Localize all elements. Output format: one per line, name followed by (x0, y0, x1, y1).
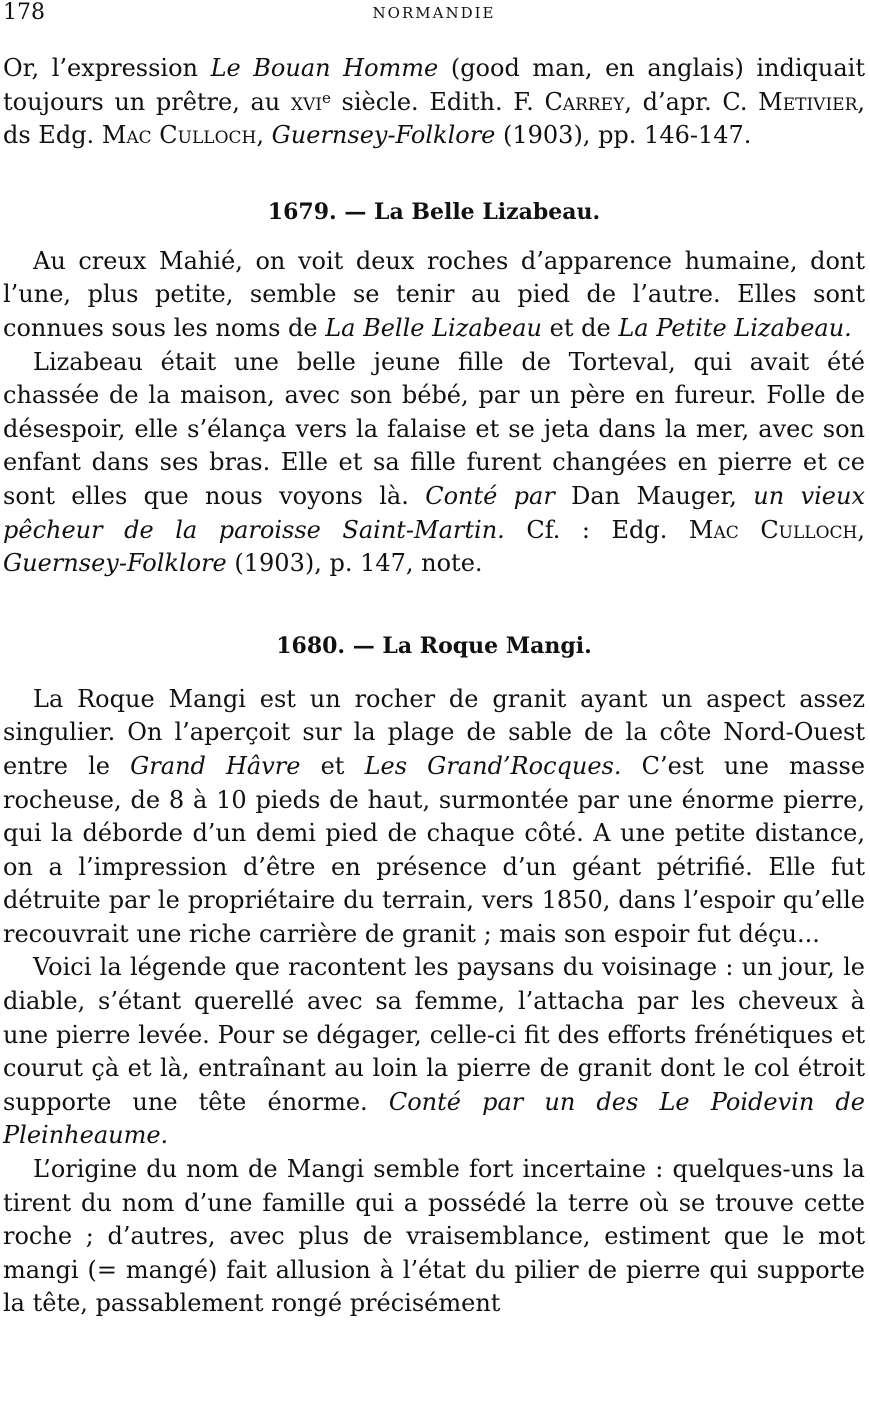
book-page (3, 0, 865, 1321)
section-heading-1679: 1679. — La Belle Lizabeau. (267, 198, 601, 225)
running-title: NORMANDIE (372, 4, 496, 22)
page-number: 178 (3, 0, 45, 25)
paragraph-1679-2: Lizabeau était une belle jeune fille de Torteval, qui avait été chassée de la maison, avec son bébé, par un père en fureur. Folle de désespoir, elle s’élança vers la falaise et se jeta dans la mer, avec son enfant dans ses bras. Elle et sa fille furent changées en pierre et ce sont elles que nous voyons là. Conté par Dan Mauger, un vieux pêcheur de la paroisse Saint-Martin. Cf. : Edg. Mac Culloch, Guernsey-Folklore (1903), p. 147, note. (3, 347, 865, 578)
intro-paragraph: Or, l’expression Le Bouan Homme (good man, en anglais) indiquait toujours un prêtre, au xvi$^e$ siècle. Edith. F. Carrey, d’apr. C. Metivier, ds Edg. Mac Culloch, Guernsey-Folklore (1903), pp. 146-147. (3, 54, 866, 150)
page-header (3, 0, 865, 30)
paragraph-1679-1: Au creux Mahié, on voit deux roches d’apparence humaine, dont l’une, plus petite, semble se tenir au pied de l’autre. Elles sont connues sous les noms de La Belle Lizabeau et de La Petite Lizabeau. (3, 246, 865, 342)
paragraph-1680-3: L’origine du nom de Mangi semble fort incertaine : quelques-uns la tirent du nom d’une famille qui a possédé la terre où se trouve cette roche ; d’autres, avec plus de vraisemblance, estiment que le mot mangi (= mangé) fait allusion à l’état du pilier de pierre qui supporte la tête, passablement rongé précisément (3, 1155, 865, 1318)
paragraph-1680-2: Voici la légende que racontent les paysans du voisinage : un jour, le diable, s’étant querellé avec sa femme, l’attacha par les cheveux à une pierre levée. Pour se dégager, celle-ci fit des efforts frénétiques et courut çà et là, entraînant au loin la pierre de granit dont le col étroit supporte une tête énorme. Conté par un des Le Poidevin de Pleinheaume. (3, 953, 865, 1150)
section-heading-1680: 1680. — La Roque Mangi. (276, 632, 592, 659)
paragraph-1680-1: La Roque Mangi est un rocher de granit ayant un aspect assez singulier. On l’aperçoit sur la plage de sable de la côte Nord-Ouest entre le Grand Hâvre et Les Grand’Rocques. C’est une masse rocheuse, de 8 à 10 pieds de haut, surmontée par une énorme pierre, qui la déborde d’un demi pied de chaque côté. A une petite distance, on a l’impression d’être en présence d’un géant pétrifié. Elle fut détruite par le propriétaire du terrain, vers 1850, dans l’espoir qu’elle recouvrait une riche carrière de granit ; mais son espoir fut déçu... (3, 684, 866, 948)
